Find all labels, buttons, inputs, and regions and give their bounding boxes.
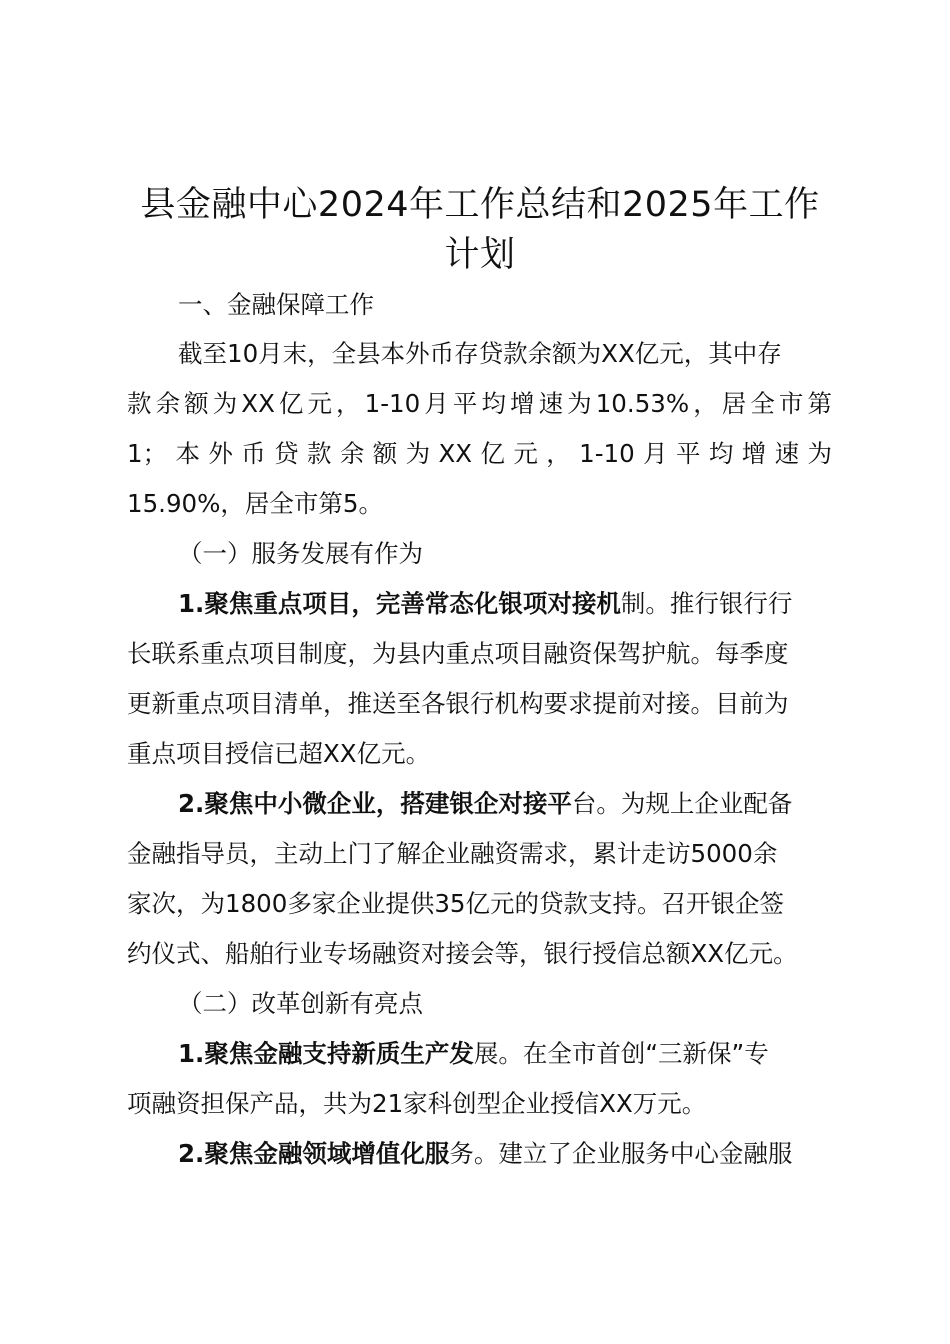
item-first-line — [178, 1136, 792, 1172]
paragraph-line: 项融资担保产品，共为21家科创型企业授信XX万元。 — [127, 1089, 707, 1118]
item-lead-rest: 台。为规上企业配备 — [571, 789, 793, 818]
item-lead-rest: 制。推行银行行 — [620, 589, 793, 618]
paragraph-line: 更新重点项目清单，推送至各银行机构要求提前对接。目前为 — [127, 689, 789, 718]
paragraph-line: 约仪式、船舶行业专场融资对接会等，银行授信总额XX亿元。 — [127, 939, 798, 968]
document-title-line-1: 县金融中心2024年工作总结和2025年工作 — [140, 185, 820, 225]
item-bold-lead: 1.聚焦重点项目，完善常态化银项对接机 — [178, 589, 621, 618]
item-first-line — [178, 786, 792, 822]
item-first-line — [178, 586, 792, 622]
item-bold-lead: 2.聚焦金融领域增值化服 — [178, 1139, 450, 1168]
paragraph-line: 重点项目授信已超XX亿元。 — [127, 739, 431, 768]
subsection-heading-reform: （二）改革创新有亮点 — [178, 989, 423, 1018]
item-bold-lead: 2.聚焦中小微企业，搭建银企对接平 — [178, 789, 572, 818]
item-lead-rest: 务。建立了企业服务中心金融服 — [449, 1139, 793, 1168]
paragraph-line: 1；本外币贷款余额为XX亿元，1-10月平均增速为 — [127, 439, 832, 468]
paragraph-line: 款余额为XX亿元，1-10月平均增速为10.53%，居全市第 — [127, 389, 832, 418]
item-first-line — [178, 1036, 769, 1072]
item-lead-rest: 展。在全市首创“三新保”专 — [473, 1039, 769, 1068]
subsection-heading-service: （一）服务发展有作为 — [178, 539, 423, 568]
paragraph-line: 15.90%，居全市第5。 — [127, 489, 384, 518]
paragraph-line: 截至10月末，全县本外币存贷款余额为XX亿元，其中存 — [178, 339, 782, 368]
section-heading-financial-support: 一、金融保障工作 — [178, 290, 374, 319]
document-title-line-2: 计划 — [444, 235, 516, 275]
paragraph-line: 长联系重点项目制度，为县内重点项目融资保驾护航。每季度 — [127, 639, 789, 668]
paragraph-line: 家次，为1800多家企业提供35亿元的贷款支持。召开银企签 — [127, 889, 785, 918]
paragraph-line: 金融指导员，主动上门了解企业融资需求，累计走访5000余 — [127, 839, 778, 868]
item-bold-lead: 1.聚焦金融支持新质生产发 — [178, 1039, 474, 1068]
